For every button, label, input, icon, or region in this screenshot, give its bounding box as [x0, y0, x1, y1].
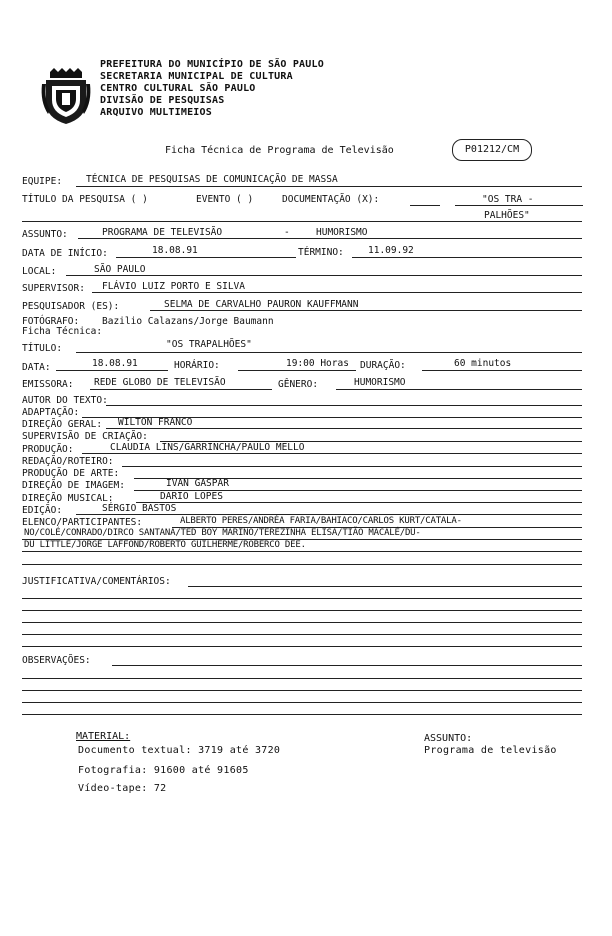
adaptacao-label: ADAPTAÇÃO:: [22, 407, 80, 418]
municipal-seal-icon: [40, 66, 92, 126]
emissora-value: REDE GLOBO DE TELEVISÃO: [94, 377, 226, 388]
direcao-musical-label: DIREÇÃO MUSICAL:: [22, 493, 114, 504]
assunto-label: ASSUNTO:: [22, 229, 68, 240]
direcao-imagem-label: DIREÇÃO DE IMAGEM:: [22, 480, 125, 491]
header-prefeitura: PREFEITURA DO MUNICÍPIO DE SÃO PAULO: [100, 59, 324, 70]
header-centro-cultural: CENTRO CULTURAL SÃO PAULO: [100, 83, 256, 94]
assunto-footer-value: Programa de televisão: [424, 745, 557, 756]
titulo-pesquisa-value-2: PALHÕES": [484, 210, 530, 221]
equipe-value: TÉCNICA DE PESQUISAS DE COMUNICAÇÃO DE MASSA: [86, 174, 338, 185]
horario-label: HORÁRIO:: [174, 360, 220, 371]
header-divisao: DIVISÃO DE PESQUISAS: [100, 95, 225, 106]
justificativa-label: JUSTIFICATIVA/COMENTÁRIOS:: [22, 576, 171, 587]
material-label: MATERIAL:: [76, 731, 131, 742]
autor-texto-label: AUTOR DO TEXTO:: [22, 395, 108, 406]
header-arquivo: ARQUIVO MULTIMEIOS: [100, 107, 212, 118]
local-label: LOCAL:: [22, 266, 57, 277]
assunto-dash: -: [284, 227, 290, 238]
producao-label: PRODUÇÃO:: [22, 444, 74, 455]
document-code: P01212/CM: [452, 139, 532, 161]
assunto-value-2: HUMORISMO: [316, 227, 368, 238]
elenco-label: ELENCO/PARTICIPANTES:: [22, 517, 143, 528]
duracao-label: DURAÇÃO:: [360, 360, 406, 371]
material-documento: Documento textual: 3719 até 3720: [78, 745, 281, 756]
direcao-musical-value: DARIO LOPES: [160, 491, 223, 502]
documentacao-label: DOCUMENTAÇÃO (X):: [282, 194, 380, 205]
assunto-footer-label: ASSUNTO:: [424, 733, 473, 744]
ficha-tecnica-label: Ficha Técnica:: [22, 326, 103, 337]
edicao-value: SÉRGIO BASTOS: [102, 503, 177, 514]
direcao-geral-label: DIREÇÃO GERAL:: [22, 419, 103, 430]
producao-value: CLAUDIA LINS/GARRINCHA/PAULO MELLO: [110, 442, 305, 453]
data-inicio-label: DATA DE INÍCIO:: [22, 248, 108, 259]
titulo-pesquisa-label: TÍTULO DA PESQUISA ( ): [22, 194, 148, 205]
pesquisador-value: SELMA DE CARVALHO PAURON KAUFFMANN: [164, 299, 359, 310]
form-title: Ficha Técnica de Programa de Televisão: [165, 145, 394, 156]
data-inicio-value: 18.08.91: [152, 245, 198, 256]
termino-label: TÉRMINO:: [298, 247, 344, 258]
termino-value: 11.09.92: [368, 245, 414, 256]
elenco-line-2: NO/COLÉ/CONRADO/DIRCO SANTANA/TED BOY MARINO/TEREZINHA ELISA/TIÃO MACALÉ/DU-: [24, 528, 421, 538]
data-value: 18.08.91: [92, 358, 138, 369]
supervisor-label: SUPERVISOR:: [22, 283, 85, 294]
material-fotografia: Fotografia: 91600 até 91605: [78, 765, 249, 776]
titulo-label: TÍTULO:: [22, 343, 63, 354]
elenco-line-3: DU LITTLE/JORGE LAFFOND/ROBERTO GUILHERME/ROBERCO DEE.: [24, 540, 306, 550]
evento-label: EVENTO ( ): [196, 194, 254, 205]
producao-arte-label: PRODUÇÃO DE ARTE:: [22, 468, 120, 479]
titulo-value: "OS TRAPALHÕES": [166, 339, 252, 350]
fotografo-label: FOTÓGRAFO:: [22, 316, 80, 327]
supervisor-value: FLÁVIO LUIZ PORTO E SILVA: [102, 281, 245, 292]
titulo-pesquisa-value-1: "OS TRA -: [482, 194, 534, 205]
emissora-label: EMISSORA:: [22, 379, 74, 390]
local-value: SÃO PAULO: [94, 264, 146, 275]
assunto-value: PROGRAMA DE TELEVISÃO: [102, 227, 223, 238]
observacoes-label: OBSERVAÇÕES:: [22, 655, 91, 666]
elenco-line-1: ALBERTO PERES/ANDRÉA FARIA/BAHIACO/CARLOS KURT/CATALA-: [180, 516, 462, 526]
duracao-value: 60 minutos: [454, 358, 512, 369]
equipe-label: EQUIPE:: [22, 176, 63, 187]
genero-value: HUMORISMO: [354, 377, 406, 388]
fotografo-value: Bazilio Calazans/Jorge Baumann: [102, 316, 274, 327]
material-videotape: Vídeo-tape: 72: [78, 783, 167, 794]
pesquisador-label: PESQUISADOR (ES):: [22, 301, 120, 312]
genero-label: GÊNERO:: [278, 379, 319, 390]
redacao-roteiro-label: REDAÇÃO/ROTEIRO:: [22, 456, 114, 467]
direcao-geral-value: WILTON FRANCO: [118, 417, 193, 428]
horario-value: 19:00 Horas: [286, 358, 349, 369]
data-label: DATA:: [22, 362, 51, 373]
direcao-imagem-value: IVAN GASPAR: [166, 478, 229, 489]
edicao-label: EDIÇÃO:: [22, 505, 63, 516]
header-secretaria: SECRETARIA MUNICIPAL DE CULTURA: [100, 71, 293, 82]
supervisao-criacao-label: SUPERVISÃO DE CRIAÇÃO:: [22, 431, 148, 442]
